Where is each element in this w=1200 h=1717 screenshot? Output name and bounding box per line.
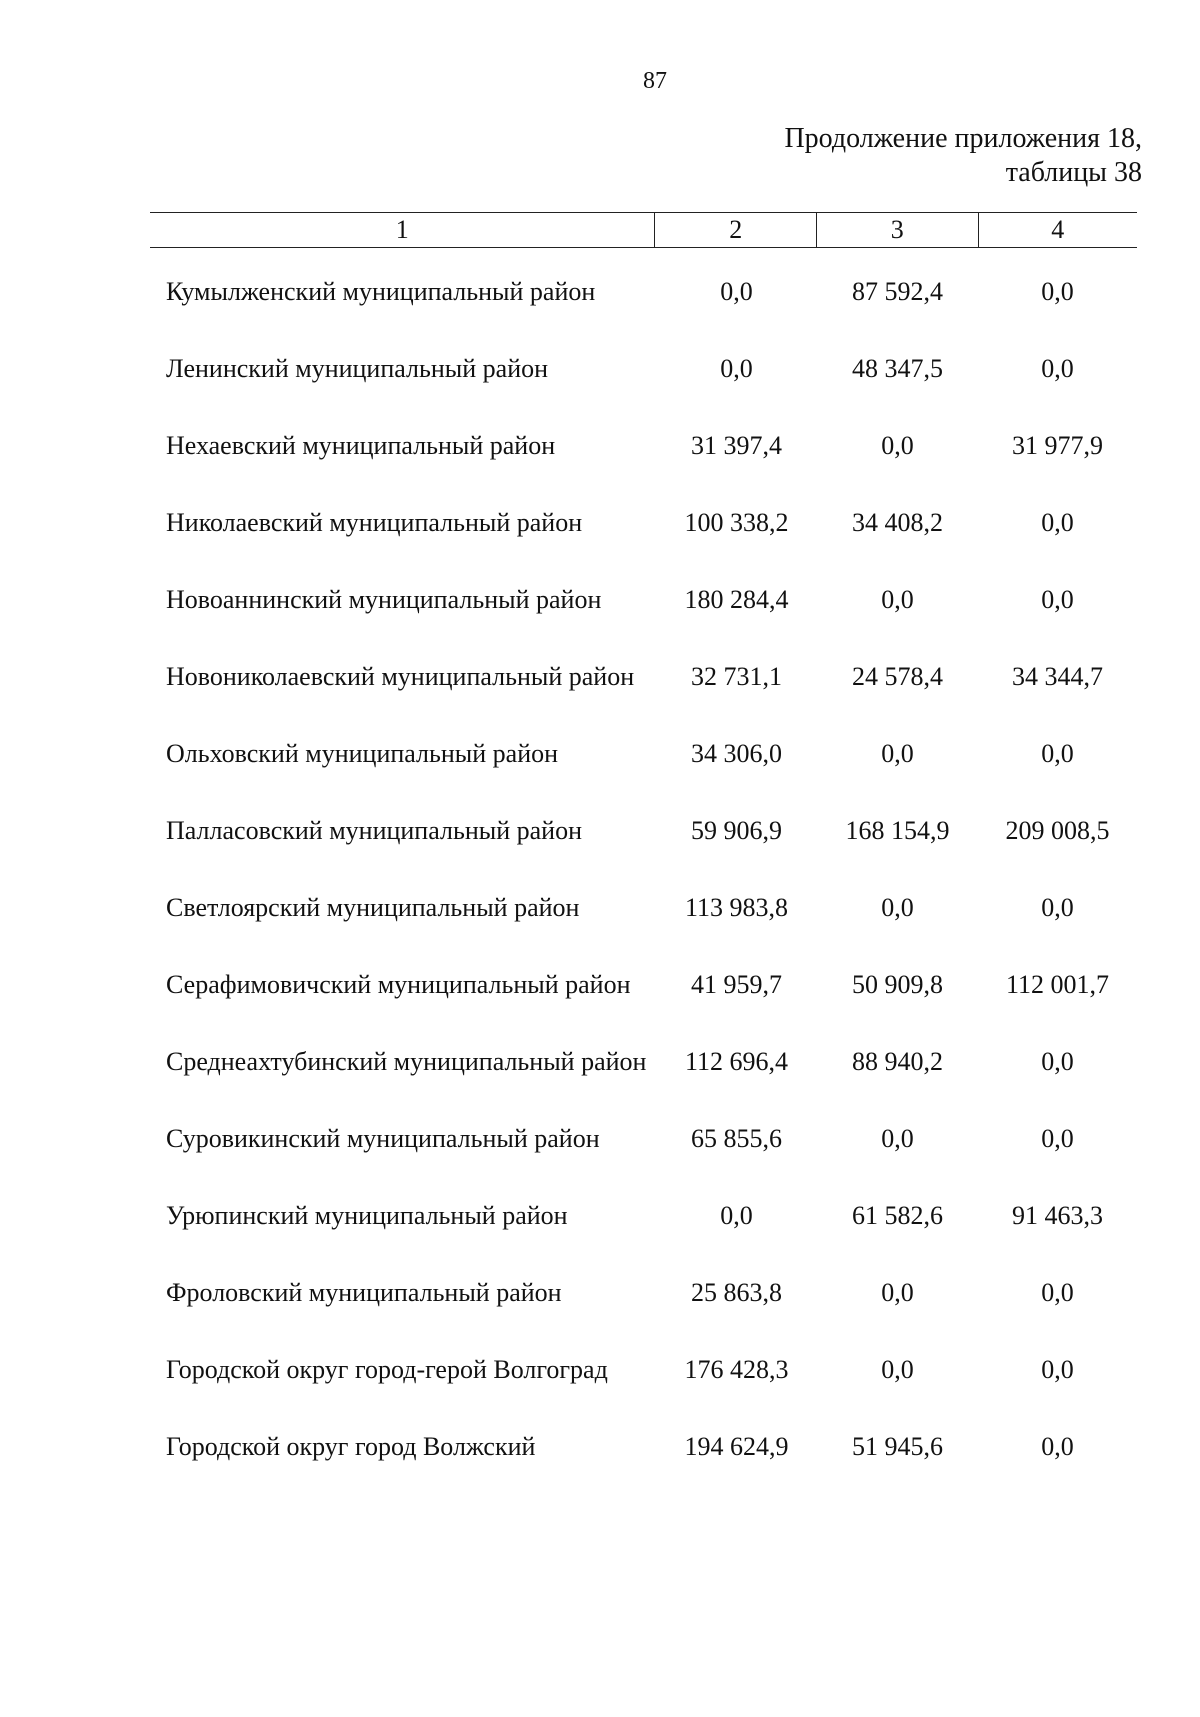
- row-value-col3: 168 154,9: [845, 816, 950, 845]
- table-row: [150, 1123, 1137, 1155]
- row-value-col3: 61 582,6: [852, 1201, 943, 1230]
- row-value-col2: 31 397,4: [691, 431, 782, 460]
- row-value-col3: 0,0: [881, 739, 914, 768]
- table-row: [150, 1200, 1137, 1232]
- row-value-col2: 32 731,1: [691, 662, 782, 691]
- page-number: 87: [643, 68, 667, 94]
- table-header: [150, 212, 1137, 248]
- row-value-col4: 0,0: [1041, 1432, 1074, 1461]
- table-row: [150, 507, 1137, 539]
- row-value-col3: 34 408,2: [852, 508, 943, 537]
- table-row: [150, 661, 1137, 693]
- row-value-col4: 91 463,3: [1012, 1201, 1103, 1230]
- row-value-col2: 65 855,6: [691, 1124, 782, 1153]
- row-value-col4: 34 344,7: [1012, 662, 1103, 691]
- row-value-col3: 0,0: [881, 431, 914, 460]
- row-value-col2: 194 624,9: [684, 1432, 789, 1461]
- row-name: Ольховский муниципальный район: [166, 739, 559, 768]
- header-col-4: 4: [978, 213, 1138, 247]
- table-row: [150, 892, 1137, 924]
- row-value-col2: 0,0: [720, 277, 753, 306]
- header-col-1: 1: [395, 215, 409, 244]
- row-name: Палласовский муниципальный район: [166, 816, 582, 845]
- table-row: [150, 353, 1137, 385]
- row-value-col2: 41 959,7: [691, 970, 782, 999]
- row-value-col3: 51 945,6: [852, 1432, 943, 1461]
- table-row: [150, 738, 1137, 770]
- row-value-col2: 0,0: [720, 354, 753, 383]
- row-name: Городской округ город-герой Волгоград: [166, 1355, 608, 1384]
- row-value-col4: 0,0: [1041, 739, 1074, 768]
- row-value-col2: 25 863,8: [691, 1278, 782, 1307]
- row-value-col2: 100 338,2: [684, 508, 789, 537]
- row-value-col2: 113 983,8: [684, 893, 789, 922]
- table-row: [150, 1277, 1137, 1309]
- row-value-col4: 209 008,5: [1005, 816, 1110, 845]
- table-row: [150, 1046, 1137, 1078]
- row-value-col3: 0,0: [881, 893, 914, 922]
- row-value-col2: 34 306,0: [691, 739, 782, 768]
- row-name: Кумылженский муниципальный район: [166, 277, 596, 306]
- row-name: Урюпинский муниципальный район: [166, 1201, 568, 1230]
- table-row: [150, 430, 1137, 462]
- row-value-col4: 0,0: [1041, 585, 1074, 614]
- row-name: Нехаевский муниципальный район: [166, 431, 556, 460]
- row-value-col4: 0,0: [1041, 1355, 1074, 1384]
- header-col-3: 3: [816, 213, 978, 247]
- row-value-col4: 112 001,7: [1005, 970, 1110, 999]
- row-name: Фроловский муниципальный район: [166, 1278, 562, 1307]
- continuation-line-2: таблицы 38: [1005, 157, 1142, 188]
- row-value-col4: 0,0: [1041, 354, 1074, 383]
- table-row: [150, 969, 1137, 1001]
- row-value-col3: 48 347,5: [852, 354, 943, 383]
- row-value-col3: 88 940,2: [852, 1047, 943, 1076]
- row-value-col3: 50 909,8: [852, 970, 943, 999]
- row-value-col3: 0,0: [881, 585, 914, 614]
- row-name: Среднеахтубинский муниципальный район: [166, 1047, 647, 1076]
- row-value-col2: 180 284,4: [684, 585, 789, 614]
- row-name: Новониколаевский муниципальный район: [166, 662, 635, 691]
- row-value-col4: 0,0: [1041, 508, 1074, 537]
- row-value-col2: 112 696,4: [684, 1047, 789, 1076]
- row-value-col3: 0,0: [881, 1278, 914, 1307]
- row-value-col4: 0,0: [1041, 277, 1074, 306]
- row-name: Светлоярский муниципальный район: [166, 893, 580, 922]
- row-name: Николаевский муниципальный район: [166, 508, 583, 537]
- table-row: [150, 276, 1137, 308]
- row-value-col3: 0,0: [881, 1124, 914, 1153]
- row-value-col2: 0,0: [720, 1201, 753, 1230]
- row-value-col2: 176 428,3: [684, 1355, 789, 1384]
- row-value-col3: 87 592,4: [852, 277, 943, 306]
- row-value-col4: 0,0: [1041, 1278, 1074, 1307]
- continuation-note: [784, 122, 1142, 190]
- table-row: [150, 815, 1137, 847]
- row-name: Ленинский муниципальный район: [166, 354, 549, 383]
- row-value-col4: 0,0: [1041, 1124, 1074, 1153]
- row-value-col4: 0,0: [1041, 893, 1074, 922]
- table-row: [150, 1354, 1137, 1386]
- row-name: Суровикинский муниципальный район: [166, 1124, 600, 1153]
- row-name: Городской округ город Волжский: [166, 1432, 536, 1461]
- row-value-col3: 0,0: [881, 1355, 914, 1384]
- continuation-line-1: Продолжение приложения 18,: [784, 123, 1142, 154]
- header-col-2: 2: [654, 213, 816, 247]
- row-value-col4: 31 977,9: [1012, 431, 1103, 460]
- row-value-col3: 24 578,4: [852, 662, 943, 691]
- table-row: [150, 1431, 1137, 1463]
- table-body: [150, 276, 1137, 1463]
- row-name: Новоаннинский муниципальный район: [166, 585, 602, 614]
- row-value-col4: 0,0: [1041, 1047, 1074, 1076]
- row-value-col2: 59 906,9: [691, 816, 782, 845]
- table-row: [150, 584, 1137, 616]
- row-name: Серафимовичский муниципальный район: [166, 970, 631, 999]
